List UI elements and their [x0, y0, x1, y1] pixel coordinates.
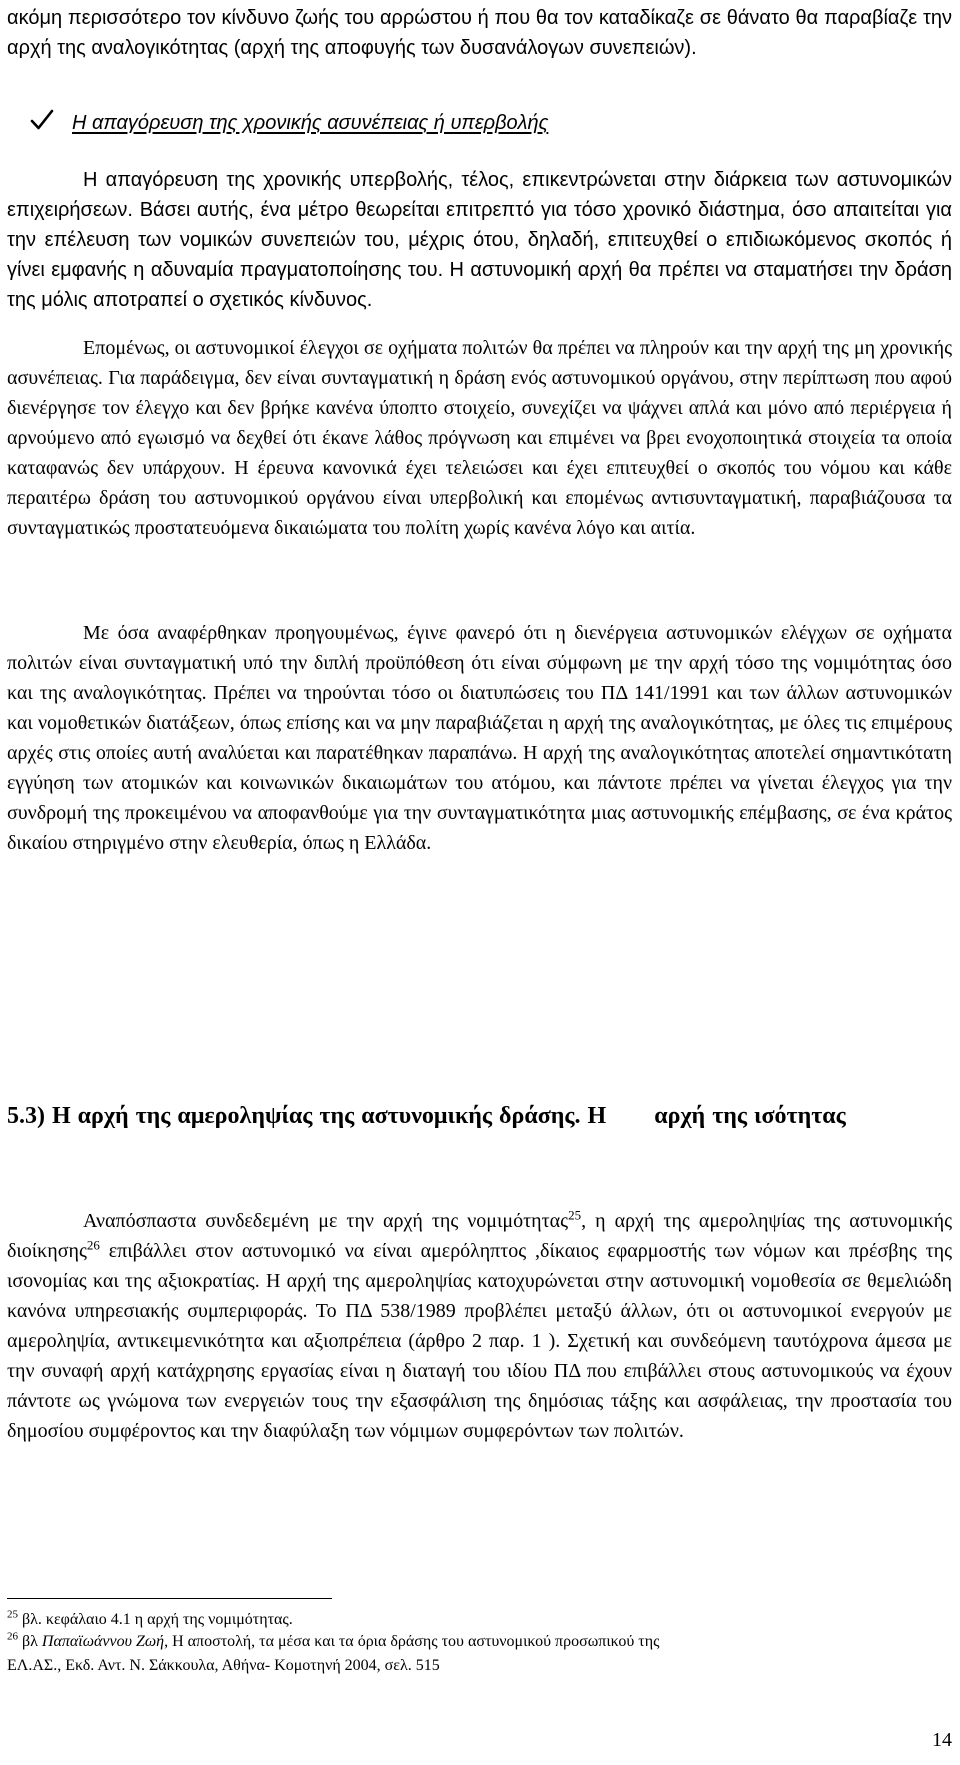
- page-number: 14: [932, 1729, 952, 1751]
- paragraph-time-limit: Η απαγόρευση της χρονικής υπερβολής, τέλος, επικεντρώνεται στην διάρκεια των αστυνομικών επιχειρήσεων. Βάσει αυτής, ένα μέτρο θεωρείται επιτρεπτό για τόσο χρονικό διάστημα, όσο απαιτείται για την επέλευση των νομικών συνεπειών του, μέχρις ότου, δηλαδή, επιτευχθεί ο επιδιωκόμενος σκοπός ή γίνει εμφανής η αδυναμία πραγματοποίησης του. Η αστυνομική αρχή θα πρέπει να σταματήσει την δράση της μόλις αποτραπεί ο σχετικός κίνδυνος.: [7, 169, 952, 311]
- section-heading: [7, 1098, 952, 1135]
- impartiality-text-1: Αναπόσπαστα συνδεδεμένη με την αρχή της νομιμότητας: [83, 1210, 569, 1232]
- footnote-divider: [7, 1598, 332, 1599]
- footnote-26-rest: , Η αποστολή, τα μέσα και τα όρια δράσης του αστυνομικού προσωπικού της: [164, 1633, 660, 1650]
- section-heading-part1: 5.3) Η αρχή της αμεροληψίας της αστυνομικής δράσης. Η: [7, 1103, 607, 1129]
- impartiality-text-2: , η αρχή της αμεροληψίας της αστυνομικής διοίκησης: [7, 1210, 952, 1262]
- bullet-heading: [30, 108, 548, 140]
- section-heading-part2: αρχή της ισότητας: [654, 1103, 846, 1129]
- check-icon: [30, 109, 56, 140]
- footnote-ref-26: 26: [86, 1237, 100, 1253]
- footnote-25-marker: 25: [7, 1608, 18, 1621]
- paragraph-summary: Με όσα αναφέρθηκαν προηγουμένως, έγινε φανερό ότι η διενέργεια αστυνομικών ελέγχων σε οχήματα πολιτών είναι συνταγματική υπό την διπλή προϋπόθεση ότι είναι σύμφωνη με την αρχή τόσο της νομιμότητας όσο και της αναλογικότητας. Πρέπει να τηρούνται τόσο οι διατυπώσεις του ΠΔ 141/1991 και των άλλων αστυνομικών και νομοθετικών διατάξεων, όπως επίσης και να μην παραβιάζεται η αρχή της αναλογικότητας, με όλες τις επιμέρους αρχές στις οποίες αυτή αναλύεται και παρατέθηκαν παραπάνω. Η αρχή της αναλογικότητας αποτελεί σημαντικότατη εγγύηση των ατομικών και κοινωνικών δικαιωμάτων του ατόμου, και πάντοτε πρέπει να γίνεται έλεγχος για την συνδρομή της προκειμένου να αποφανθούμε για την συνταγματικότητα μιας αστυνομικής επέμβασης, σε ένα κράτος δικαίου στηριγμένο στην ελευθερία, όπως η Ελλάδα.: [7, 622, 952, 854]
- footnote-26: [7, 1631, 952, 1653]
- footnote-26-source: Παπαϊωάννου Ζωή: [41, 1633, 165, 1650]
- impartiality-text-3: επιβάλλει στον αστυνομικό να είναι αμερόληπτος ,δίκαιος εφαρμοστής των νόμων και πρέσβης της ισονομίας και της αξιοκρατίας. Η αρχή της αμεροληψίας κατοχυρώνεται στην αστυνομική νομοθεσία σε θεμελιώδη κανόνα υπηρεσιακής συμπεριφοράς. Το ΠΔ 538/1989 προβλέπει μεταξύ άλλων, ότι οι αστυνομικοί ενεργούν με αμεροληψία, αντικειμενικότητα και αξιοπρέπεια (άρθρο 2 παρ. 1 ). Σχετική και συνδεόμενη ταυτόχρονα άμεσα με την συναφή αρχή κατάχρησης εργασίας είναι η διαταγή του ιδίου ΠΔ που επιβάλλει στους αστυνομικούς να έχουν πάντοτε ως γνώμονα των ενεργειών τους την εξασφάλιση της δημόσιας τάξης και ασφάλειας, την προστασία του δημοσίου συμφέροντος και την διαφύλαξη των νόμιμων συμφερόντων των πολιτών.: [7, 1240, 952, 1442]
- footnote-26-marker: 26: [7, 1630, 18, 1643]
- paragraph-opening: ακόμη περισσότερο τον κίνδυνο ζωής του αρρώστου ή που θα τον καταδίκαζε σε θάνατο θα παραβίαζε την αρχή της αναλογικότητας (αρχή της αποφυγής των δυσανάλογων συνεπειών).: [7, 7, 952, 59]
- footnote-26-continued: ΕΛ.ΑΣ., Εκδ. Αντ. Ν. Σάκκουλα, Αθήνα- Κομοτηνή 2004, σελ. 515: [7, 1657, 440, 1674]
- footnote-25: [7, 1609, 952, 1631]
- footnote-26-prefix: βλ: [22, 1633, 42, 1650]
- bullet-heading-text: Η απαγόρευση της χρονικής ασυνέπειας ή υπερβολής: [72, 112, 549, 134]
- paragraph-consequently: Επομένως, οι αστυνομικοί έλεγχοι σε οχήματα πολιτών θα πρέπει να πληρούν και την αρχή της μη χρονικής ασυνέπειας. Για παράδειγμα, δεν είναι συνταγματική η δράση ενός αστυνομικού οργάνου, στην περίπτωση που αφού διενέργησε τον έλεγχο και δεν βρήκε κανένα ύποπτο στοιχείο, συνεχίζει να ψάχνει απλά και μόνο από περιέργεια ή αρνούμενο από εγωισμό να δεχθεί ότι έκανε λάθος πρόγνωση και επιμένει να βρει ενοχοποιητικά στοιχεία τα οποία καταφανώς δεν υπάρχουν. Η έρευνα κανονικά έχει τελειώσει και έχει επιτευχθεί ο σκοπός του νόμου και κάθε περαιτέρω δράση του αστυνομικού οργάνου είναι υπερβολική και επομένως αντισυνταγματική, παραβιάζουσα τα συνταγματικώς προστατευόμενα δικαιώματα του πολίτη χωρίς κανένα λόγο και αιτία.: [7, 337, 952, 539]
- paragraph-impartiality: [7, 1206, 952, 1446]
- footnote-ref-25: 25: [568, 1207, 582, 1223]
- footnote-25-text: βλ. κεφάλαιο 4.1 η αρχή της νομιμότητας.: [22, 1611, 293, 1628]
